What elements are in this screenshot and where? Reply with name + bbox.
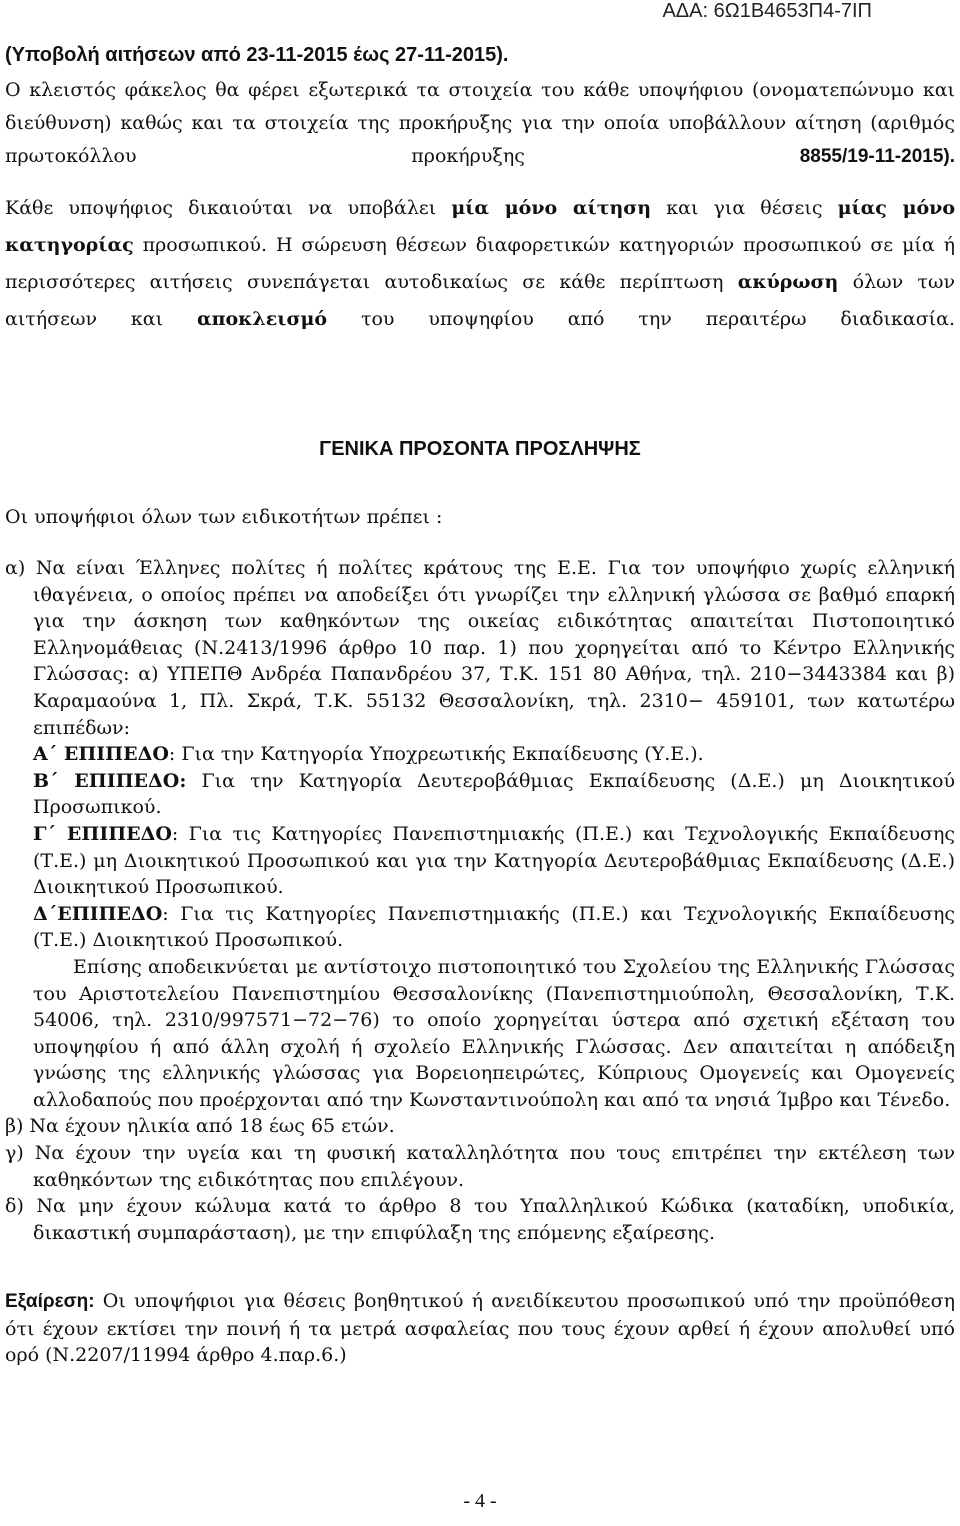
level-d: [5, 901, 955, 954]
item-a: [5, 555, 955, 1246]
level-b-text: Για την Κατηγορία Δευτεροβάθμιας Εκπαίδευσης (Δ.Ε.) μη Διοικητικού Προσωπικού.: [33, 769, 956, 819]
envelope-paragraph: [5, 74, 955, 173]
rule-text-5: του υποψηφίου από την περαιτέρω διαδικασία.: [327, 308, 956, 330]
rule-bold-exclusion: αποκλεισμό: [196, 308, 328, 330]
rule-text-4: όλων των αιτήσεων και: [5, 271, 955, 330]
rule-bold-one-application: μία μόνο αίτηση: [451, 197, 652, 219]
level-c-label: Γ΄ ΕΠΙΠΕΔΟ: [33, 822, 172, 845]
level-b-label: Β΄ ΕΠΙΠΕΔΟ:: [33, 769, 187, 792]
section-title: ΓΕΝΙΚΑ ΠΡΟΣΟΝΤΑ ΠΡΟΣΛΗΨΗΣ: [319, 438, 641, 460]
level-a-label: Α΄ ΕΠΙΠΕΔΟ: [33, 743, 169, 766]
submission-period: (Υποβολή αιτήσεων από 23-11-2015 έως 27-11-2015).: [5, 44, 509, 66]
level-d-label: Δ΄ΕΠΙΠΕΔΟ: [33, 902, 163, 925]
level-d-text: : Για τις Κατηγορίες Πανεπιστημιακής (Π.Ε.) και Τεχνολογικής Εκπαίδευσης (Τ.Ε.) Διοικητικού Προσωπικού.: [33, 902, 955, 952]
envelope-text: Ο κλειστός φάκελος θα φέρει εξωτερικά τα στοιχεία του κάθε υποψήφιου (ονοματεπώνυμο και διεύθυνση) καθώς και τα στοιχεία της προκήρυξης για την οποία υποβάλλουν αίτηση (αριθμός πρωτοκόλλου προκήρυξης: [5, 79, 955, 167]
rule-bold-annulment: ακύρωση: [737, 271, 839, 293]
item-c: γ) Να έχουν την υγεία και τη φυσική καταλληλότητα που τους επιτρέπει την εκτέλεση των καθηκόντων της ειδικότητας που επιλέγουν.: [5, 1142, 955, 1191]
item-a-extra: Επίσης αποδεικνύεται με αντίστοιχο πιστοποιητικό του Σχολείου της Ελληνικής Γλώσσας του Αριστοτελείου Πανεπιστημίου Θεσσαλονίκης (Πανεπιστημιούπολη, Θεσσαλονίκη, Τ.Κ. 54006, τηλ. 2310/997571−72−76) το οποίο χορηγείται ύστερα από σχετική εξέταση του υποψηφίου ή από άλλη σχολή ή σχολείο Ελληνικής Γλώσσας. Δεν απαιτείται η απόδειξη γνώσης της ελληνικής γλώσσας για Βορειοηπειρώτες, Κύπριους Ομογενείς και Ομογενείς αλλοδαπούς που προέρχονται από την Κωνσταντινούπολη και από τα νησιά Ίμβρο και Τένεδο.: [33, 955, 955, 1111]
item-b: β) Να έχουν ηλικία από 18 έως 65 ετών.: [5, 1115, 395, 1138]
level-c-text: : Για τις Κατηγορίες Πανεπιστημιακής (Π.Ε.) και Τεχνολογικής Εκπαίδευσης (Τ.Ε.) μη Διοικητικού Προσωπικού και για την Κατηγορία Δευτεροβάθμιας Εκπαίδευσης (Δ.Ε.) Διοικητικού Προσωπικού.: [33, 822, 955, 899]
level-c: [5, 821, 955, 901]
ada-code: ΑΔΑ: 6Ω1Β4653Π4-7ΙΠ: [662, 0, 872, 22]
page-number: - 4 -: [463, 1490, 497, 1512]
protocol-number: 8855/19-11-2015).: [799, 146, 955, 167]
single-application-rule: [5, 190, 955, 338]
section-lead: Οι υποψήφιοι όλων των ειδικοτήτων πρέπει :: [5, 506, 443, 528]
exception-paragraph: [5, 1288, 955, 1369]
rule-text-3: προσωπικού. Η σώρευση θέσεων διαφορετικών κατηγοριών προσωπικού σε μία ή περισσότερες αιτήσεις συνεπάγεται αυτοδικαίως σε κάθε περίπτωση: [5, 234, 955, 293]
level-a: [5, 741, 955, 768]
item-d: δ) Να μην έχουν κώλυμα κατά το άρθρο 8 του Υπαλληλικού Κώδικα (καταδίκη, υποδικία, δικαστική συμπαράσταση), με την επιφύλαξη της επόμενης εξαίρεσης.: [5, 1195, 955, 1244]
level-b: [5, 768, 955, 821]
rule-text-2: και για θέσεις: [651, 197, 838, 219]
exception-label: Εξαίρεση:: [5, 1291, 95, 1312]
exception-text: Οι υποψήφιοι για θέσεις βοηθητικού ή ανειδίκευτου προσωπικού υπό την προϋπόθεση ότι έχουν εκτίσει την ποινή ή τα μετρά ασφαλείας που τους έχουν αρθεί ή έχουν απολυθεί υπό ορό (Ν.2207/11994 άρθρο 4.παρ.6.): [5, 1290, 955, 1367]
rule-bold-one-category: μίας μόνο κατηγορίας: [5, 197, 955, 256]
level-a-text: : Για την Κατηγορία Υποχρεωτικής Εκπαίδευσης (Υ.Ε.).: [168, 743, 704, 766]
item-a-main: α) Να είναι Έλληνες πολίτες ή πολίτες κράτους της Ε.Ε. Για τον υποψήφιο χωρίς ελληνική ιθαγένεια, ο οποίος πρέπει να αποδείξει ότι γνωρίζει την ελληνική γλώσσα σε βαθμό επαρκή για την άσκηση των καθηκόντων της οικείας ειδικότητας απαιτείται Πιστοποιητικό Ελληνομάθειας (Ν.2413/1996 άρθρο 10 παρ. 1) που χορηγείται από το Κέντρο Ελληνικής Γλώσσας: α) ΥΠΕΠΘ Ανδρέα Παπανδρέου 37, Τ.Κ. 151 80 Αθήνα, τηλ. 210−3443384 και β) Καραμαούνα 1, Πλ. Σκρά, Τ.Κ. 55132 Θεσσαλονίκη, τηλ. 2310− 459101, των κατωτέρω επιπέδων:: [5, 557, 955, 739]
rule-text-1: Κάθε υποψήφιος δικαιούται να υποβάλει: [5, 197, 452, 219]
